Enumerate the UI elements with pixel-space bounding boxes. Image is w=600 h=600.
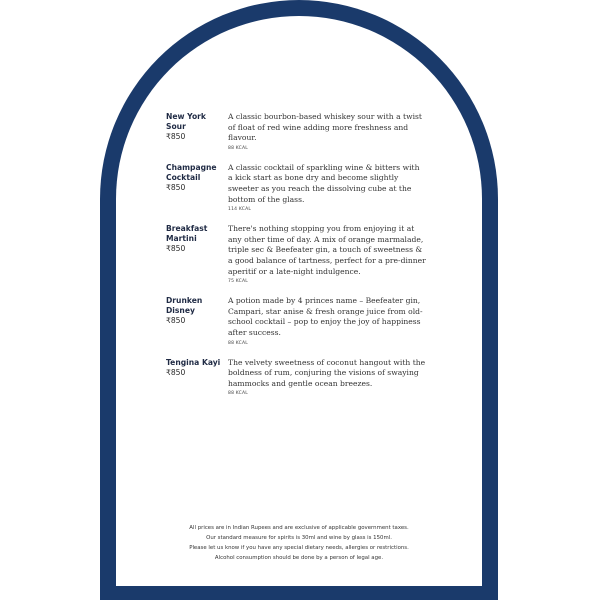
menu-item-drunken-disney (166, 296, 426, 345)
item-price: ₹850 (166, 244, 186, 254)
cocktail-menu (166, 112, 426, 408)
item-kcal: 88 KCAL (228, 340, 248, 346)
footer-line-legal-age: Alcohol consumption should be done by a person of legal age. (214, 555, 384, 561)
item-description: A classic bourbon-based whiskey sour with a twist of float of red wine adding more freshness and flavour. (228, 112, 422, 143)
item-kcal: 75 KCAL (228, 279, 248, 285)
item-name: Champagne Cocktail (166, 162, 217, 182)
item-price: ₹850 (166, 367, 186, 377)
item-kcal: 88 KCAL (228, 145, 248, 151)
item-name: Breakfast Martini (166, 224, 208, 244)
item-name: Drunken Disney (166, 296, 203, 316)
item-name: Tengina Kayi (166, 357, 221, 367)
item-price: ₹850 (166, 316, 186, 326)
item-description: A potion made by 4 princes name – Beefeater gin, Campari, star anise & fresh orange juice from old-school cocktail – pop to enjoy the joy of happiness after success. (228, 296, 423, 337)
menu-item-tengina-kayi (166, 358, 426, 397)
item-name: New York Sour (166, 112, 206, 131)
menu-item-new-york-sour (166, 112, 426, 151)
menu-item-breakfast-martini (166, 224, 426, 284)
item-description: A classic cocktail of sparkling wine & bitters with a kick start as bone dry and become slightly sweeter as you reach the dissolving cube at the bottom of the glass. (228, 162, 420, 204)
item-kcal: 114 KCAL (228, 207, 252, 213)
footer-line-prices: All prices are in Indian Rupees and are exclusive of applicable government taxes. (189, 525, 409, 531)
item-description: There's nothing stopping you from enjoying it at any other time of day. A mix of orange marmalade, triple sec & Beefeater gin, a touch of sweetness & a good balance of tartness, perfect for a pre-dinner aperitif or a late-night indulgence. (228, 224, 426, 276)
item-price: ₹850 (166, 182, 186, 192)
item-kcal: 88 KCAL (228, 391, 248, 397)
footer-notes (116, 523, 482, 563)
footer-line-measure: Our standard measure for spirits is 30ml and wine by glass is 150ml. (206, 535, 392, 541)
item-description: The velvety sweetness of coconut hangout with the boldness of rum, conjuring the visions of swaying hammocks and gentle ocean breezes. (228, 357, 426, 388)
item-price: ₹850 (166, 132, 186, 141)
footer-line-dietary: Please let us know if you have any special dietary needs, allergies or restrictions. (189, 545, 409, 551)
menu-item-champagne-cocktail (166, 163, 426, 212)
